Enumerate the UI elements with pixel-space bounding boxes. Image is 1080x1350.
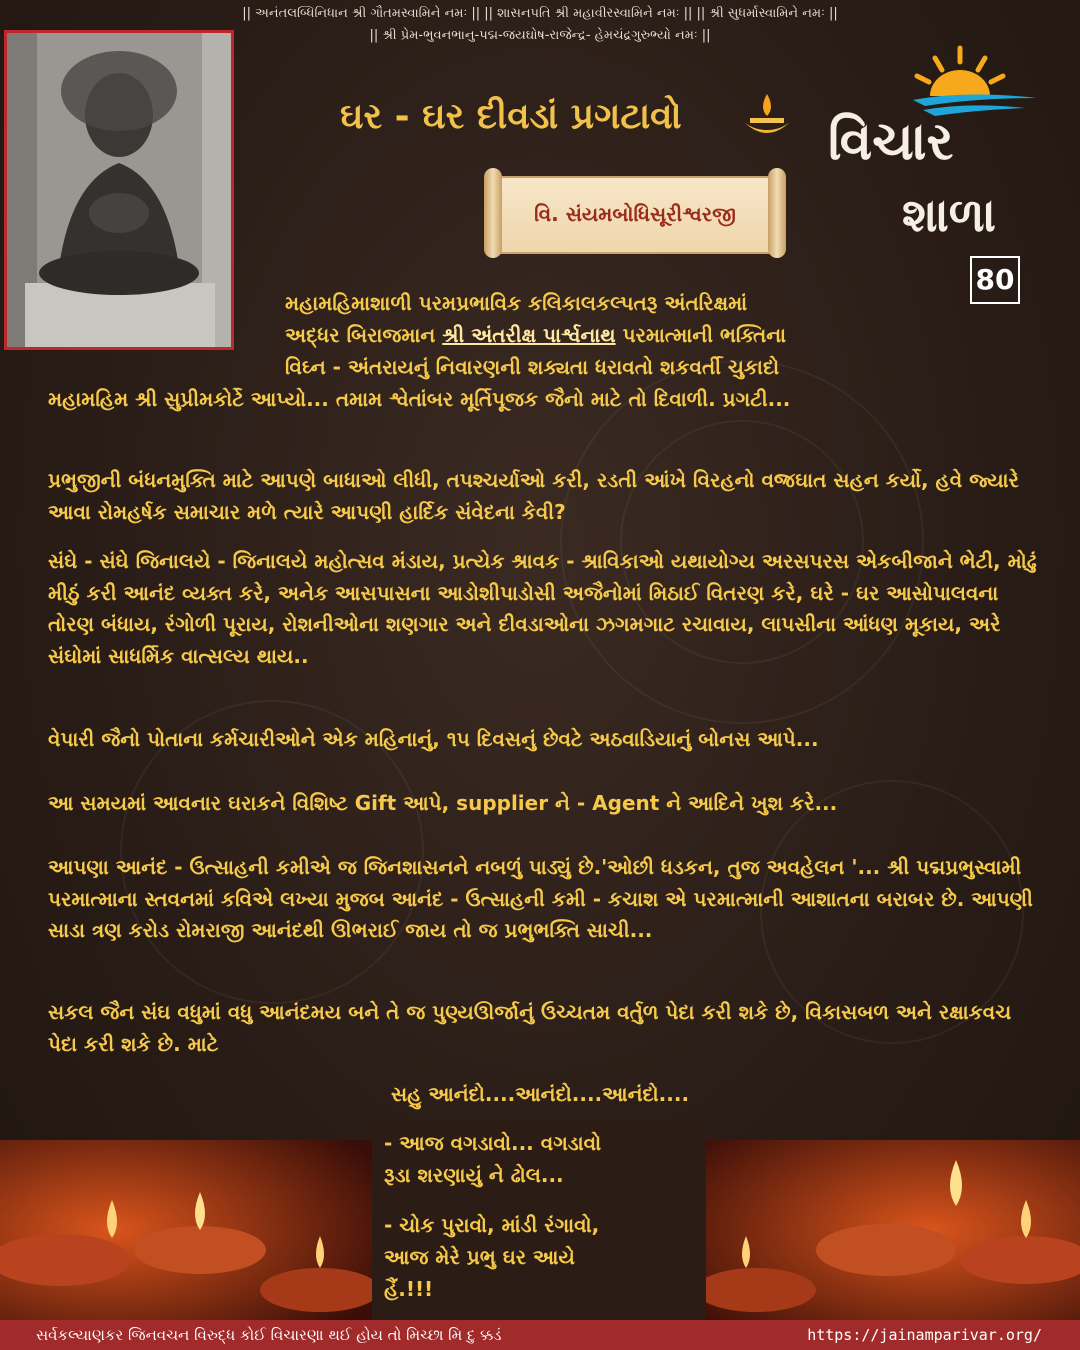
diya-icon <box>740 92 794 146</box>
footer-website-link[interactable]: https://jainamparivar.org/ <box>807 1326 1042 1344</box>
paragraph-bonus: વેપારી જૈનો પોતાના કર્મચારીઓને એક મહિનાનું, ૧૫ દિવસનું છેવટે અઠવાડિયાનું બોનસ આપે... <box>48 727 819 751</box>
antariksh-parshvanath-link[interactable]: શ્રી અંતરીક્ષ પાર્શ્વનાથ <box>442 323 616 347</box>
idol-photo <box>4 30 234 350</box>
logo-word-shala: શાળા <box>902 188 996 242</box>
song-line-1: - આજ વગડાવો... વગડાવો <box>384 1131 602 1155</box>
header-invocation-2: || શ્રી પ્રેમ-ભુવનભાનુ-પદ્મ-જયઘોષ-રાજેન્દ્ર- હેમચંદ્રગુરુભ્યો નમઃ || <box>369 28 711 43</box>
author-name: વિ. સંયમબોધિસૂરીશ્વરજી <box>534 202 736 226</box>
logo-word-vichar: વિચાર <box>828 112 954 172</box>
sunrise-logo-icon <box>905 40 1045 120</box>
paragraph-sakal-sangh: સકલ જૈન સંઘ વધુમાં વધુ આનંદમય બને તે જ પુણ્યઊર્જાનું ઉચ્ચતમ વર્તુળ પેદા કરી શકે છે, વિકાસબળ અને રક્ષાકવચ પેદા કરી શકે છે. માટે <box>48 1000 1012 1056</box>
paragraph-celebration: સંઘે - સંઘે જિનાલયે - જિનાલયે મહોત્સવ મંડાય, પ્રત્યેક શ્રાવક - શ્રાવિકાઓ યથાયોગ્ય અરસપરસ એકબીજાને ભેટી, મોઢું મીઠું કરી આનંદ વ્યક્ત કરે, અનેક આસપાસના આડોશીપાડોસી અજૈનોમાં મિઠાઈ વિતરણ કરે, ઘરે - ઘર આસોપાલવના તોરણ બંધાય, રંગોળી પૂરાય, રોશનીઓના શણગાર અને દીવડાઓના ઝગમગાટ રચાવાય, લાપસીના આંધણ મૂકાય, અરે સંઘોમાં સાધર્મિક વાત્સલ્ય થાય.. <box>48 549 1037 668</box>
issue-number-badge: 80 <box>970 256 1020 304</box>
header-invocation-1: || અનંતલબ્ધિનિધાન શ્રી ગૌતમસ્વામિને નમઃ || || શાસનપતિ શ્રી મહાવીરસ્વામિને નમઃ || || શ્રી સુધર્માસ્વામિને નમઃ || <box>242 6 838 21</box>
song-line-5: હૈં.!!! <box>384 1277 434 1301</box>
song-line-3: - ચોક પુરાવો, માંડી રંગાવો, <box>384 1213 600 1237</box>
paragraph-gift: આ સમયમાં આવનાર ઘરાકને વિશિષ્ટ Gift આપે, supplier ને - Agent ને આદિને ખુશ કરે... <box>48 791 838 815</box>
diya-photo-left <box>0 1140 372 1320</box>
author-scroll <box>480 168 790 258</box>
intro-paragraph-rest: મહામહિમ શ્રી સુપ્રીમકોર્ટે આપ્યો... તમામ શ્વેતાંબર મૂર્તિપૂજક જૈનો માટે તો દિવાળી. પ્રગટી... <box>48 387 791 411</box>
intro-line-3: વિઘ્ન - અંતરાયનું નિવારણની શક્યતા ધરાવતો શકવર્તી ચુકાદો <box>285 355 780 379</box>
song-line-4: આજ મેરે પ્રભુ ઘર આયે <box>384 1245 575 1269</box>
intro-line-1: મહામહિમાશાળી પરમપ્રભાવિક કલિકાલકલ્પતરૂ અંતરિક્ષમાં <box>285 291 748 315</box>
intro-line-2-start: અદ્ધર બિરાજમાન <box>285 323 443 347</box>
cheer-line: સહુ આનંદો....આનંદો....આનંદો.... <box>390 1082 690 1106</box>
footer-micchami-text: સર્વકલ્યાણકર જિનવચન વિરુદ્ધ કોઈ વિચારણા થઈ હોય તો મિચ્છા મિ દુ ક્કડં <box>36 1326 502 1344</box>
footer-bar <box>0 1320 1080 1350</box>
paragraph-enthusiasm: આપણા આનંદ - ઉત્સાહની કમીએ જ જિનશાસનને નબળું પાડ્યું છે.'ઓછી ધડકન, તુજ અવહેલન '... શ્રી પદ્મપ્રભુસ્વામી પરમાત્માના સ્તવનમાં કવિએ લખ્યા મુજબ આનંદ - ઉત્સાહની કમી - કચાશ એ પરમાત્માની આશાતના બરાબર છે. આપણી સાડા ત્રણ કરોડ રોમરાજી આનંદથી ઊભરાઈ જાય તો જ પ્રભુભક્તિ સાચી... <box>48 855 1033 942</box>
intro-line-2 <box>285 320 1045 352</box>
diya-photo-right <box>706 1140 1080 1320</box>
paragraph-bandhan-mukti: પ્રભુજીની બંધનમુક્તિ માટે આપણે બાધાઓ લીધી, તપશ્ચર્યાઓ કરી, રડતી આંખે વિરહનો વજ્રઘાત સહન કર્યો, હવે જ્યારે આવા રોમહર્ષક સમાચાર મળે ત્યારે આપણી હાર્દિક સંવેદના કેવી? <box>48 468 1019 524</box>
song-line-2: રૂડા શરણાયું ને ઢોલ... <box>384 1163 564 1187</box>
page-title: ઘર - ઘર દીવડાં પ્રગટાવો <box>340 96 682 137</box>
intro-line-2-end: પરમાત્માની ભક્તિના <box>615 323 787 347</box>
